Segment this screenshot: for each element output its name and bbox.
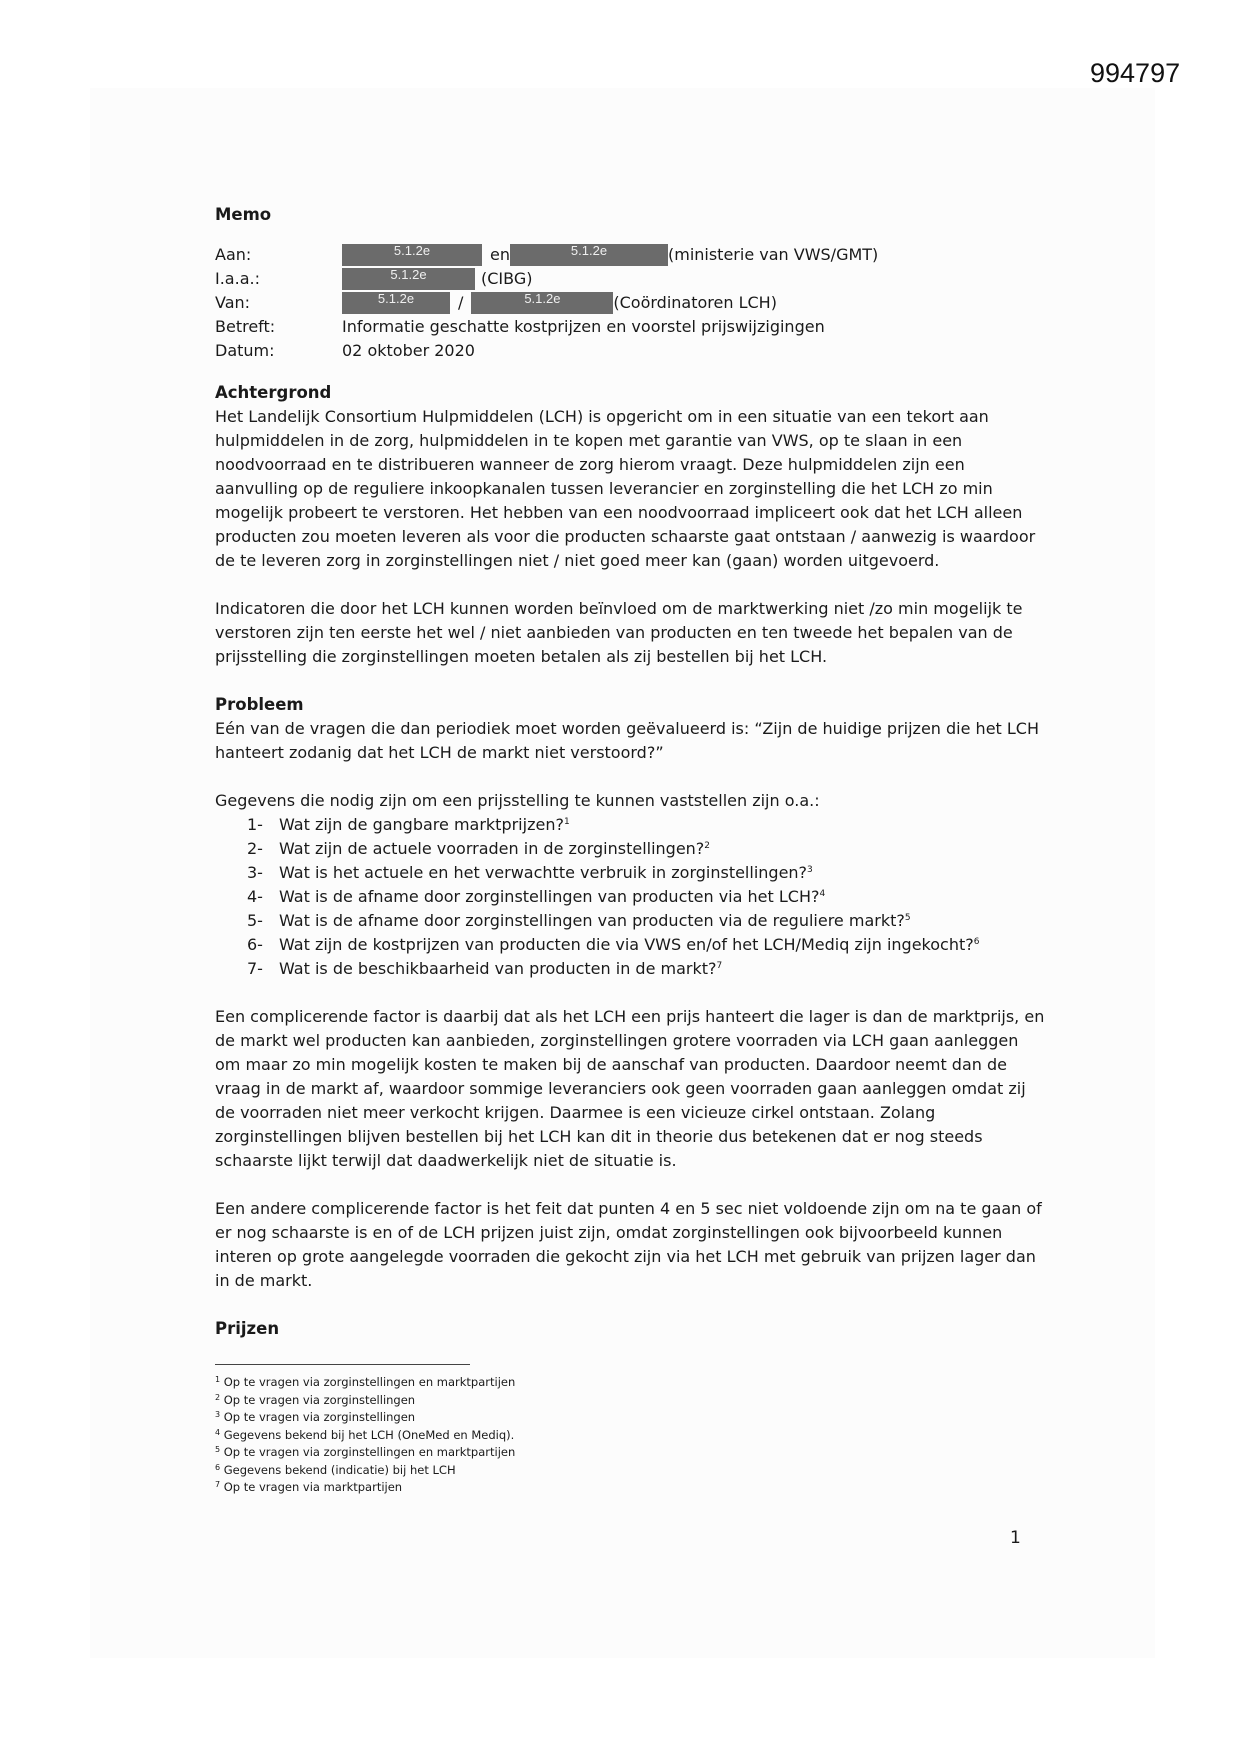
footnote: $^7$ Op te vragen via marktpartijen	[215, 1480, 403, 1494]
paragraph: Een complicerende factor is daarbij dat als het LCH een prijs hanteert die lager is dan de marktprijs, en de markt wel producten kan aanbieden, zorginstellingen grotere voorraden via LCH gaan aanleggen om maar zo min mogelijk kosten te maken bij de aanschaf van producten. Daardoor neemt dan de vraag in de markt af, waardoor sommige leveranciers ook geen voorraden gaan aanleggen omdat zij de voorraden niet meer verkocht krijgen. Daarmee is een vicieuze cirkel ontstaan. Zolang zorginstellingen blijven bestellen bij het LCH kan dit in theorie dus betekenen dat er nog steeds schaarste lijkt terwijl dat daadwerkelijk niet de situatie is.	[215, 1007, 1045, 1170]
list-item: 1- Wat zijn de gangbare marktprijzen?$^1$	[247, 815, 570, 834]
meta-row-betreft	[215, 315, 1045, 339]
van-separator: /	[458, 293, 464, 312]
footnote-divider	[215, 1364, 470, 1365]
betreft-label: Betreft:	[215, 317, 276, 336]
iaa-label: I.a.a.:	[215, 269, 260, 288]
meta-row-aan	[215, 243, 1045, 267]
footnote-ref: 5	[904, 913, 911, 923]
footnote: $^2$ Op te vragen via zorginstellingen	[215, 1392, 416, 1407]
list-item: 2- Wat zijn de actuele voorraden in de zorginstellingen?$^2$	[247, 839, 711, 858]
memo-title: Memo	[215, 205, 272, 224]
paragraph: Een andere complicerende factor is het feit dat punten 4 en 5 sec niet voldoende zijn om na te gaan of er nog schaarste is en of de LCH prijzen juist zijn, omdat zorginstellingen ook bijvoorbeeld kunnen interen op grote aangelegde voorraden die gekocht zijn via het LCH met gebruik van prijzen lager dan in de markt.	[215, 1199, 1042, 1290]
footnote: $^3$ Op te vragen via zorginstellingen	[215, 1410, 416, 1424]
iaa-suffix: (CIBG)	[481, 269, 533, 288]
redaction-box: 5.1.2e	[471, 292, 613, 314]
list-item: 7- Wat is de beschikbaarheid van producten in de markt?$^7$	[247, 959, 723, 978]
footnote: $^6$ Gegevens bekend (indicatie) bij het LCH	[215, 1462, 456, 1477]
paragraph: Indicatoren die door het LCH kunnen worden beïnvloed om de marktwerking niet /zo min mogelijk te verstoren zijn ten eerste het wel / niet aanbieden van producten en ten tweede het bepalen van de prijsstelling die zorginstellingen moeten betalen als zij bestellen bij het LCH.	[215, 599, 1023, 666]
section-heading-prijzen: Prijzen	[215, 1319, 280, 1338]
page-number: 1	[1010, 1528, 1021, 1548]
paragraph: Het Landelijk Consortium Hulpmiddelen (LCH) is opgericht om in een situatie van een tekort aan hulpmiddelen in de zorg, hulpmiddelen in te kopen met garantie van VWS, op te slaan in een noodvoorraad en te distribueren wanneer de zorg hierom vraagt. Deze hulpmiddelen zijn een aanvulling op de reguliere inkoopkanalen tussen leverancier en zorginstelling die het LCH zo min mogelijk probeert te verstoren. Het hebben van een noodvoorraad impliceert ook dat het LCH alleen producten zou moeten leveren als voor die producten schaarste gaat ontstaan / aanwezig is waardoor de te leveren zorg in zorginstellingen niet / niet goed meer kan (gaan) worden uitgevoerd.	[215, 407, 1036, 570]
redaction-box: 5.1.2e	[510, 244, 668, 266]
list-item: 5- Wat is de afname door zorginstellingen van producten via de reguliere markt?$^5$	[247, 911, 911, 930]
memo-body	[215, 203, 1045, 1341]
aan-conjunction: en	[490, 245, 510, 264]
footnote: $^5$ Op te vragen via zorginstellingen en marktpartijen	[215, 1445, 516, 1459]
question-list	[215, 813, 1045, 981]
footnote-ref: 2	[704, 841, 711, 851]
redaction-box: 5.1.2e	[342, 292, 450, 314]
footnote-ref: 6	[973, 937, 980, 947]
betreft-value: Informatie geschatte kostprijzen en voorstel prijswijzigingen	[342, 317, 825, 336]
section-heading-achtergrond: Achtergrond	[215, 383, 332, 402]
van-suffix: (Coördinatoren LCH)	[613, 293, 777, 312]
document-id: 994797	[1090, 58, 1181, 88]
aan-suffix: (ministerie van VWS/GMT)	[667, 245, 879, 264]
aan-label: Aan:	[215, 245, 252, 264]
footnote-ref: 4	[819, 889, 826, 899]
redaction-box: 5.1.2e	[342, 268, 475, 290]
datum-value: 02 oktober 2020	[342, 341, 475, 360]
footnote: $^1$ Op te vragen via zorginstellingen en marktpartijen	[215, 1375, 516, 1389]
footnote-ref: 1	[563, 817, 570, 827]
datum-label: Datum:	[215, 341, 275, 360]
van-label: Van:	[215, 293, 251, 312]
memo-header	[215, 243, 1045, 363]
meta-row-van	[215, 291, 1045, 315]
footnotes	[215, 1374, 515, 1497]
paragraph: Eén van de vragen die dan periodiek moet worden geëvalueerd is: “Zijn de huidige prijzen die het LCH hanteert zodanig dat het LCH de markt niet verstoord?”	[215, 719, 1040, 762]
footnote-ref: 7	[716, 961, 723, 971]
list-item: 3- Wat is het actuele en het verwachtte verbruik in zorginstellingen?$^3$	[247, 863, 813, 882]
list-item: 6- Wat zijn de kostprijzen van producten die via VWS en/of het LCH/Mediq zijn ingekocht?$^6$	[247, 935, 980, 954]
redaction-box: 5.1.2e	[342, 244, 482, 266]
paragraph: Gegevens die nodig zijn om een prijsstelling te kunnen vaststellen zijn o.a.:	[215, 791, 820, 810]
meta-row-datum	[215, 339, 1045, 363]
section-heading-probleem: Probleem	[215, 695, 304, 714]
list-item: 4- Wat is de afname door zorginstellingen van producten via het LCH?$^4$	[247, 887, 826, 906]
footnote: $^4$ Gegevens bekend bij het LCH (OneMed en Mediq).	[215, 1427, 515, 1442]
footnote-ref: 3	[807, 865, 813, 875]
meta-row-iaa	[215, 267, 1045, 291]
